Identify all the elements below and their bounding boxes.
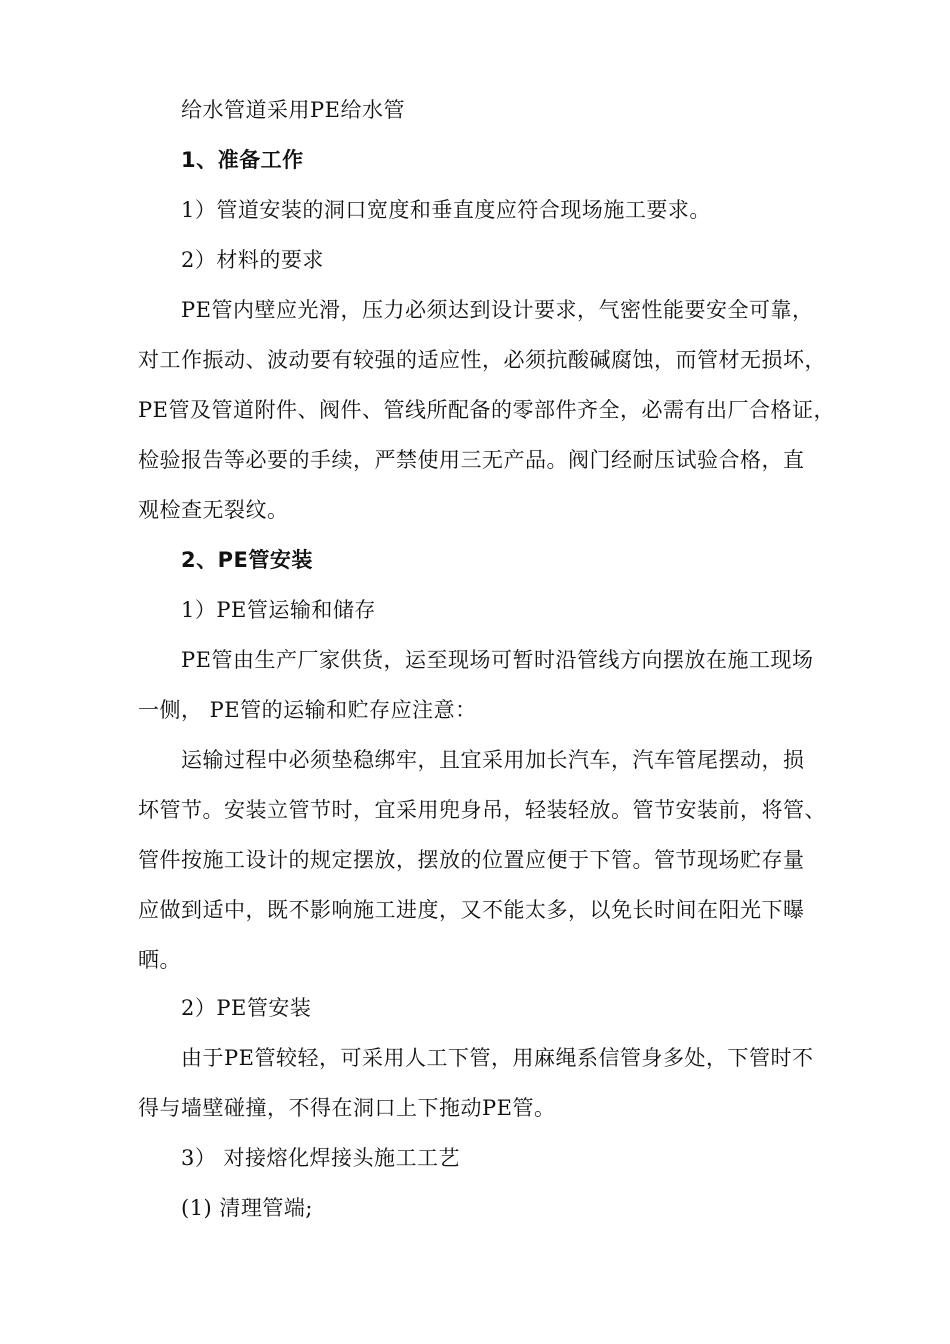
paragraph-line: 观检查无裂纹。 — [138, 498, 289, 522]
list-item: 1）管道安装的洞口宽度和垂直度应符合现场施工要求。 — [181, 198, 711, 222]
paragraph-line: PE管内壁应光滑，压力必须达到设计要求，气密性能要安全可靠， — [181, 298, 814, 322]
paragraph-line: 对工作振动、波动要有较强的适应性，必须抗酸碱腐蚀，而管材无损坏， — [138, 348, 826, 372]
paragraph-line: PE管及管道附件、阀件、管线所配备的零部件齐全，必需有出厂合格证， — [138, 398, 835, 422]
section-heading-pe-installation: 2、PE管安装 — [181, 548, 313, 572]
paragraph-line: 一侧， PE管的运输和贮存应注意： — [138, 698, 477, 722]
paragraph-line: 得与墙壁碰撞，不得在洞口上下拖动PE管。 — [138, 1096, 556, 1120]
paragraph-line: 运输过程中必须垫稳绑牢，且宜采用加长汽车，汽车管尾摆动，损 — [181, 748, 805, 772]
list-item: (1) 清理管端; — [181, 1196, 313, 1220]
subheading: 2）PE管安装 — [181, 996, 312, 1020]
section-heading-preparation: 1、准备工作 — [181, 148, 304, 172]
paragraph-line: PE管由生产厂家供货，运至现场可暂时沿管线方向摆放在施工现场 — [181, 648, 814, 672]
paragraph-line: 应做到适中，既不影响施工进度，又不能太多，以免长时间在阳光下曝 — [138, 898, 805, 922]
paragraph-line: 坏管节。安装立管节时，宜采用兜身吊，轻装轻放。管节安装前，将管、 — [138, 798, 826, 822]
subheading: 1）PE管运输和储存 — [181, 598, 376, 622]
subheading: 3） 对接熔化焊接头施工工艺 — [181, 1146, 461, 1170]
paragraph-line: 管件按施工设计的规定摆放，摆放的位置应便于下管。管节现场贮存量 — [138, 848, 805, 872]
paragraph-line: 检验报告等必要的手续，严禁使用三无产品。阀门经耐压试验合格，直 — [138, 448, 805, 472]
document-title: 给水管道采用PE给水管 — [181, 98, 405, 122]
paragraph-line: 由于PE管较轻，可采用人工下管，用麻绳系信管身多处，下管时不 — [181, 1046, 814, 1070]
paragraph-line: 晒。 — [138, 948, 181, 972]
list-item: 2）材料的要求 — [181, 248, 324, 272]
